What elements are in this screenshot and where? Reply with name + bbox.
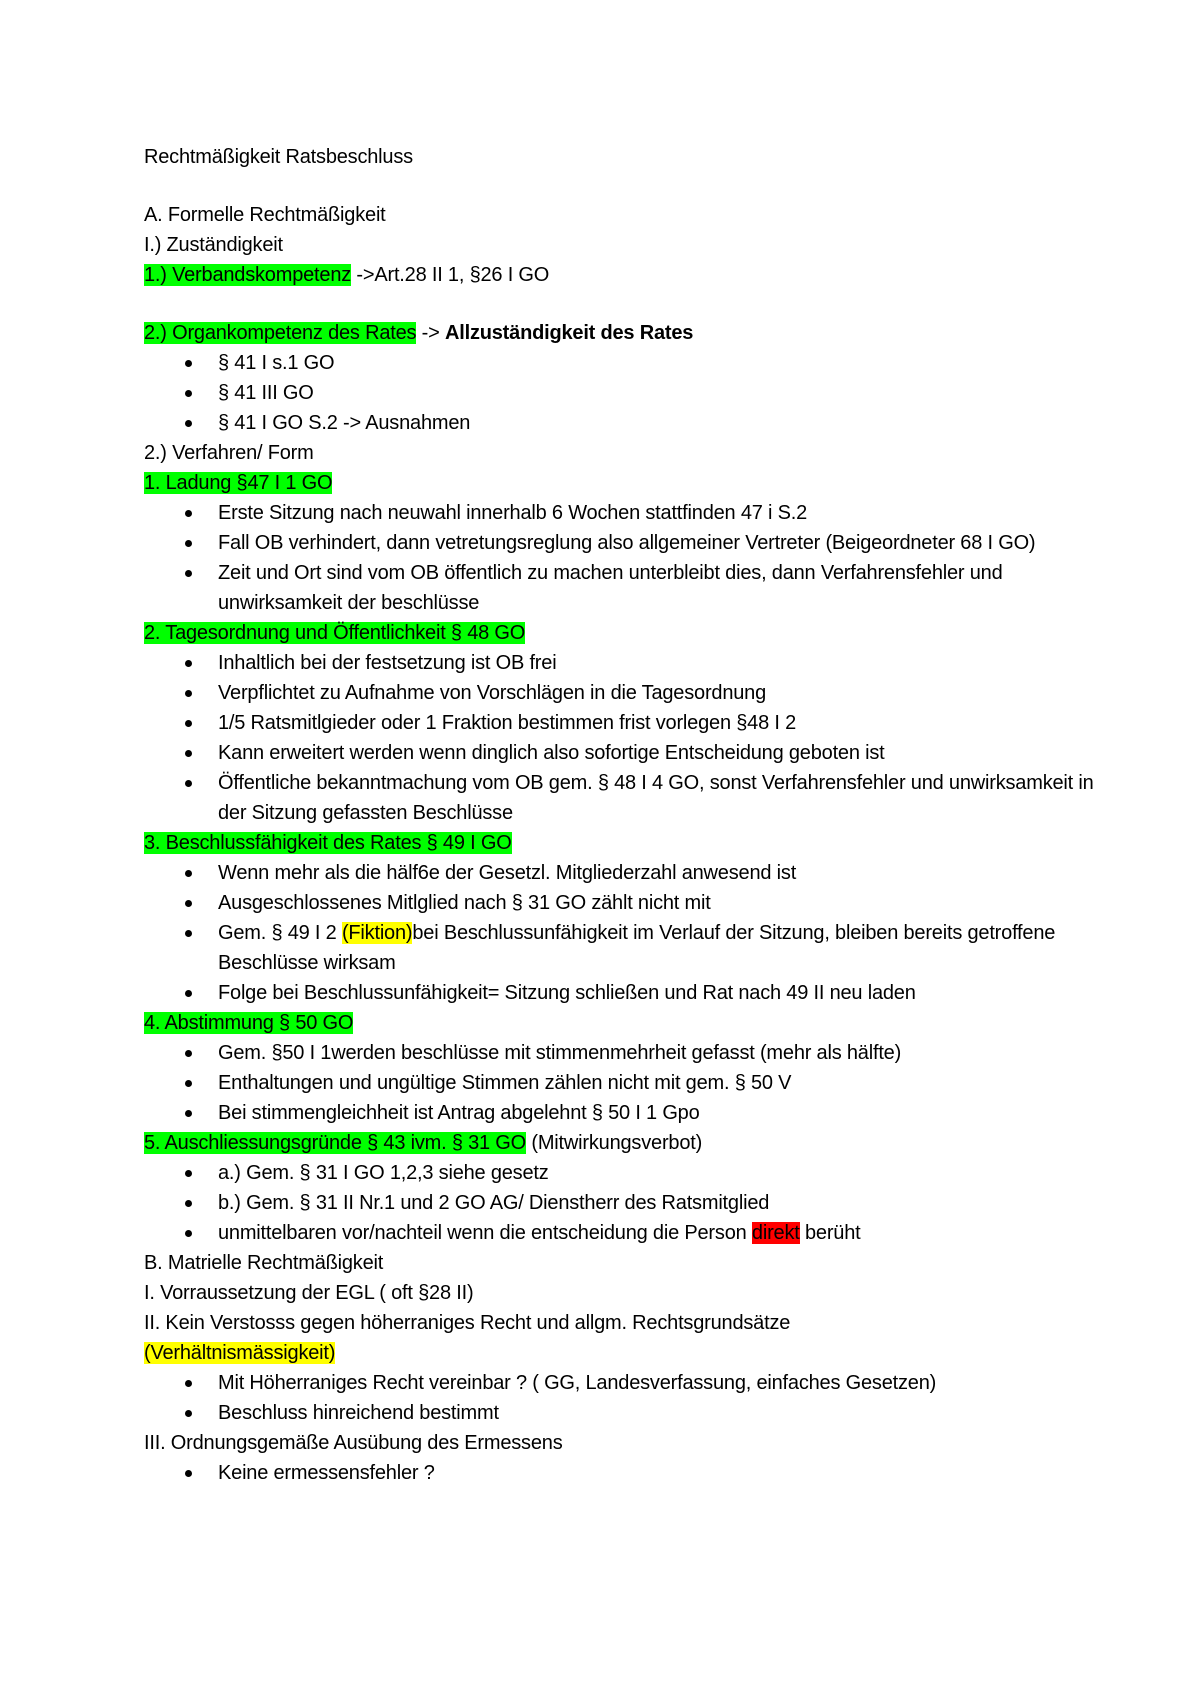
list-item-text: Kann erweitert werden wenn dinglich also sofortige Entscheidung geboten ist	[218, 742, 885, 764]
list-item-text: Verpflichtet zu Aufnahme von Vorschlägen in die Tagesordnung	[218, 682, 767, 704]
list-item	[144, 1458, 1104, 1488]
list-item-text: bei Beschlussunfähigkeit im Verlauf der Sitzung, bleiben bereits getroffene Beschlüsse wirksam	[218, 922, 1056, 974]
bullet-icon	[185, 1410, 192, 1417]
verbandskompetenz-line	[144, 260, 1104, 290]
bullet-icon	[185, 1170, 192, 1177]
list-item	[144, 408, 1104, 438]
organkompetenz-highlight: 2.) Organkompetenz des Rates	[144, 322, 417, 344]
bullet-icon	[185, 930, 192, 937]
list-item-text: Gem. § 49 I 2	[218, 922, 342, 944]
list-item	[144, 528, 1104, 558]
list-item	[144, 918, 1104, 978]
bullet-icon	[185, 750, 192, 757]
bullet-icon	[185, 660, 192, 667]
list-item	[144, 978, 1104, 1008]
list-item-text: Mit Höherraniges Recht vereinbar ? ( GG, Landesverfassung, einfaches Gesetzen)	[218, 1372, 937, 1394]
list-item	[144, 858, 1104, 888]
bullet-icon	[185, 540, 192, 547]
list-item	[144, 1158, 1104, 1188]
list-item-text: Inhaltlich bei der festsetzung ist OB frei	[218, 652, 557, 674]
bullet-icon	[185, 780, 192, 787]
list-item-text: a.) Gem. § 31 I GO 1,2,3 siehe gesetz	[218, 1162, 549, 1184]
bullet-icon	[185, 870, 192, 877]
list-item	[144, 768, 1104, 828]
ladung-highlight: 1. Ladung §47 I 1 GO	[144, 472, 333, 494]
list-item-text: § 41 I s.1 GO	[218, 352, 335, 374]
bullet-icon	[185, 1080, 192, 1087]
list-item-text: Keine ermessensfehler ?	[218, 1462, 435, 1484]
allzustaendigkeit-text: Allzuständigkeit des Rates	[444, 322, 694, 344]
list-item	[144, 378, 1104, 408]
list-item	[144, 1038, 1104, 1068]
organkompetenz-list	[144, 348, 1104, 438]
abstimmung-list	[144, 1038, 1104, 1128]
verbandskompetenz-reference: ->Art.28 II 1, §26 I GO	[351, 264, 550, 286]
list-item	[144, 678, 1104, 708]
list-item-text: 1/5 Ratsmitlgieder oder 1 Fraktion bestimmen frist vorlegen §48 I 2	[218, 712, 796, 734]
list-item-text: Ausgeschlossenes Mitlglied nach § 31 GO zählt nicht mit	[218, 892, 711, 914]
ladung-list	[144, 498, 1104, 618]
list-item-text: Enthaltungen und ungültige Stimmen zählen nicht mit gem. § 50 V	[218, 1072, 792, 1094]
ausschliessung-list	[144, 1158, 1104, 1248]
list-item	[144, 708, 1104, 738]
section-b-i: I. Vorraussetzung der EGL ( oft §28 II)	[144, 1282, 474, 1304]
bullet-icon	[185, 690, 192, 697]
section-a-heading: A. Formelle Rechtmäßigkeit	[144, 204, 386, 226]
list-item-text: § 41 I GO S.2 -> Ausnahmen	[218, 412, 471, 434]
list-item-text: Bei stimmengleichheit ist Antrag abgelehnt § 50 I 1 Gpo	[218, 1102, 700, 1124]
ausschliessung-highlight: 5. Auschliessungsgründe § 43 ivm. § 31 GO	[144, 1132, 527, 1154]
list-item-text: Wenn mehr als die hälf6e der Gesetzl. Mitgliederzahl anwesend ist	[218, 862, 797, 884]
ladung-line	[144, 468, 1104, 498]
tagesordnung-line	[144, 618, 1104, 648]
section-b-iii-list	[144, 1458, 1104, 1488]
list-item	[144, 888, 1104, 918]
verbandskompetenz-highlight: 1.) Verbandskompetenz	[144, 264, 352, 286]
bullet-icon	[185, 1050, 192, 1057]
list-item-text: Öffentliche bekanntmachung vom OB gem. § 48 I 4 GO, sonst Verfahrensfehler und unwirksamkeit in der Sitzung gefassten Beschlüsse	[218, 772, 1094, 824]
bullet-icon	[185, 510, 192, 517]
list-item-text: Erste Sitzung nach neuwahl innerhalb 6 Wochen stattfinden 47 i S.2	[218, 502, 808, 524]
verfahren-heading: 2.) Verfahren/ Form	[144, 442, 314, 464]
tagesordnung-highlight: 2. Tagesordnung und Öffentlichkeit § 48 GO	[144, 622, 526, 644]
document-title: Rechtmäßigkeit Ratsbeschluss	[144, 146, 413, 168]
list-item	[144, 648, 1104, 678]
list-item	[144, 348, 1104, 378]
bullet-icon	[185, 1200, 192, 1207]
list-item-text: § 41 III GO	[218, 382, 314, 404]
beschlussfaehigkeit-highlight: 3. Beschlussfähigkeit des Rates § 49 I GO	[144, 832, 512, 854]
abstimmung-highlight: 4. Abstimmung § 50 GO	[144, 1012, 354, 1034]
list-item	[144, 558, 1104, 618]
mitwirkungsverbot-text: (Mitwirkungsverbot)	[526, 1132, 703, 1154]
list-item-text: berüht	[799, 1222, 861, 1244]
list-item-text: Zeit und Ort sind vom OB öffentlich zu machen unterbleibt dies, dann Verfahrensfehler und unwirksamkeit der beschlüsse	[218, 562, 1003, 614]
organkompetenz-line	[144, 318, 1104, 348]
document-page	[144, 142, 1104, 1488]
list-item	[144, 738, 1104, 768]
bullet-icon	[185, 420, 192, 427]
list-item	[144, 498, 1104, 528]
abstimmung-line	[144, 1008, 1104, 1038]
section-b-ii: II. Kein Verstosss gegen höherraniges Recht und allgm. Rechtsgrundsätze	[144, 1312, 791, 1334]
list-item-text: unmittelbaren vor/nachteil wenn die entscheidung die Person	[218, 1222, 752, 1244]
list-item-text: b.) Gem. § 31 II Nr.1 und 2 GO AG/ Dienstherr des Ratsmitglied	[218, 1192, 770, 1214]
bullet-icon	[185, 900, 192, 907]
tagesordnung-list	[144, 648, 1104, 828]
list-item	[144, 1098, 1104, 1128]
section-b-iii: III. Ordnungsgemäße Ausübung des Ermessens	[144, 1432, 563, 1454]
verhaeltnismaessigkeit-line	[144, 1338, 1104, 1368]
list-item	[144, 1368, 1104, 1398]
fiktion-highlight: (Fiktion)	[341, 922, 413, 944]
bullet-icon	[185, 1110, 192, 1117]
list-item-text: Fall OB verhindert, dann vetretungsreglung also allgemeiner Vertreter (Beigeordneter 68 I GO)	[218, 532, 1036, 554]
list-item	[144, 1068, 1104, 1098]
ausschliessung-line	[144, 1128, 1104, 1158]
list-item-text: Gem. §50 I 1werden beschlüsse mit stimmenmehrheit gefasst (mehr als hälfte)	[218, 1042, 902, 1064]
bullet-icon	[185, 570, 192, 577]
beschlussfaehigkeit-list	[144, 858, 1104, 1008]
list-item	[144, 1218, 1104, 1248]
bullet-icon	[185, 1380, 192, 1387]
subsection-zustaendigkeit: I.) Zuständigkeit	[144, 234, 283, 256]
list-item	[144, 1398, 1104, 1428]
beschlussfaehigkeit-line	[144, 828, 1104, 858]
section-b-ii-list	[144, 1368, 1104, 1428]
bullet-icon	[185, 360, 192, 367]
bullet-icon	[185, 990, 192, 997]
direkt-highlight: direkt	[751, 1222, 800, 1244]
section-b-heading: B. Matrielle Rechtmäßigkeit	[144, 1252, 384, 1274]
bullet-icon	[185, 1230, 192, 1237]
organkompetenz-arrow: ->	[416, 322, 445, 344]
list-item	[144, 1188, 1104, 1218]
verhaeltnismaessigkeit-highlight: (Verhältnismässigkeit)	[144, 1342, 336, 1364]
list-item-text: Beschluss hinreichend bestimmt	[218, 1402, 499, 1424]
bullet-icon	[185, 1470, 192, 1477]
list-item-text: Folge bei Beschlussunfähigkeit= Sitzung schließen und Rat nach 49 II neu laden	[218, 982, 916, 1004]
bullet-icon	[185, 390, 192, 397]
bullet-icon	[185, 720, 192, 727]
